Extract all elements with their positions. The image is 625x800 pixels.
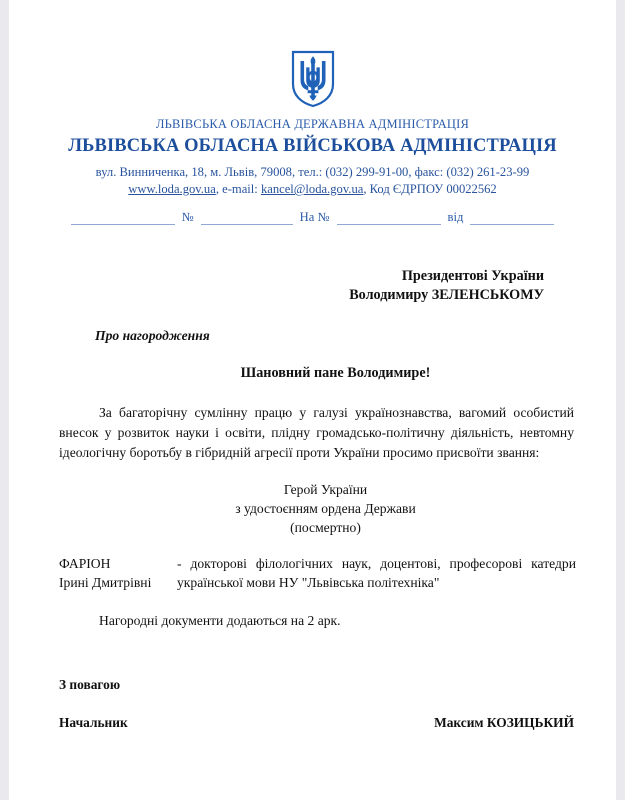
reply-date-field[interactable] [470,213,554,225]
award-title: Герой України [283,481,368,497]
edrpou-code: , Код ЄДРПОУ 00022562 [363,182,497,196]
web-contact-line [9,182,616,197]
closing-regards: З повагою [59,677,121,693]
addressee-block [45,267,580,305]
document-sheet [9,0,616,800]
greeting-line: Шановний пане Володимире! [240,364,431,381]
award-order: з удостоєнням ордена Держави [235,500,416,516]
email-label: , e-mail: [215,182,261,196]
document-number-row [9,210,616,225]
award-block [45,480,580,538]
reply-number-field[interactable] [337,213,441,225]
recipient-description: - докторові філологічних наук, доцентові, професорові катедри української мови НУ "Львівська політехніка" [177,555,576,590]
outgoing-number-field[interactable] [201,213,293,225]
outgoing-date-field[interactable] [71,213,175,225]
signer-name: Максим КОЗИЦЬКИЙ [434,715,574,731]
body-paragraph: За багаторічну сумлінну працю у галузі українознавства, вагомий особистий внесок у розвиток науки і освіти, плідну громадсько-політичну діяльність, невтомну ідеологічну боротьбу в гібридній агресії проти України просимо присвоїти звання: [59,404,574,460]
signer-title: Начальник [59,715,128,731]
website-link[interactable]: www.loda.gov.ua [128,182,216,196]
organization-name-military: ЛЬВІВСЬКА ОБЛАСНА ВІЙСЬКОВА АДМІНІСТРАЦІЯ [68,136,557,156]
emblem-container [9,0,616,108]
addressee-name: Володимиру ЗЕЛЕНСЬКОМУ [349,286,544,303]
addressee-title: Президентові України [401,268,544,284]
ukrainian-trident-coat-of-arms-icon [290,50,336,108]
organization-name-state: ЛЬВІВСЬКА ОБЛАСНА ДЕРЖАВНА АДМІНІСТРАЦІЯ [155,117,470,131]
date-label: від [447,210,464,224]
signature-row [45,715,580,731]
letter-body [9,267,616,731]
subject-line: Про нагородження [95,327,210,343]
recipient-given-name: Ірині Дмитрівні [59,574,152,590]
attachment-note: Нагородні документи додаються на 2 арк. [99,613,341,629]
address-line: вул. Винниченка, 18, м. Львів, 79008, тел.: (032) 299-91-00, факс: (032) 261-23-99 [95,165,530,179]
reply-to-label: На № [299,210,330,224]
email-link[interactable]: kancel@loda.gov.ua [260,182,364,196]
recipient-surname: ФАРІОН [59,555,111,571]
recipient-block [45,554,580,593]
recipient-name [59,554,177,593]
award-posthumous-note: (посмертно) [290,520,361,536]
number-label: № [181,210,194,224]
